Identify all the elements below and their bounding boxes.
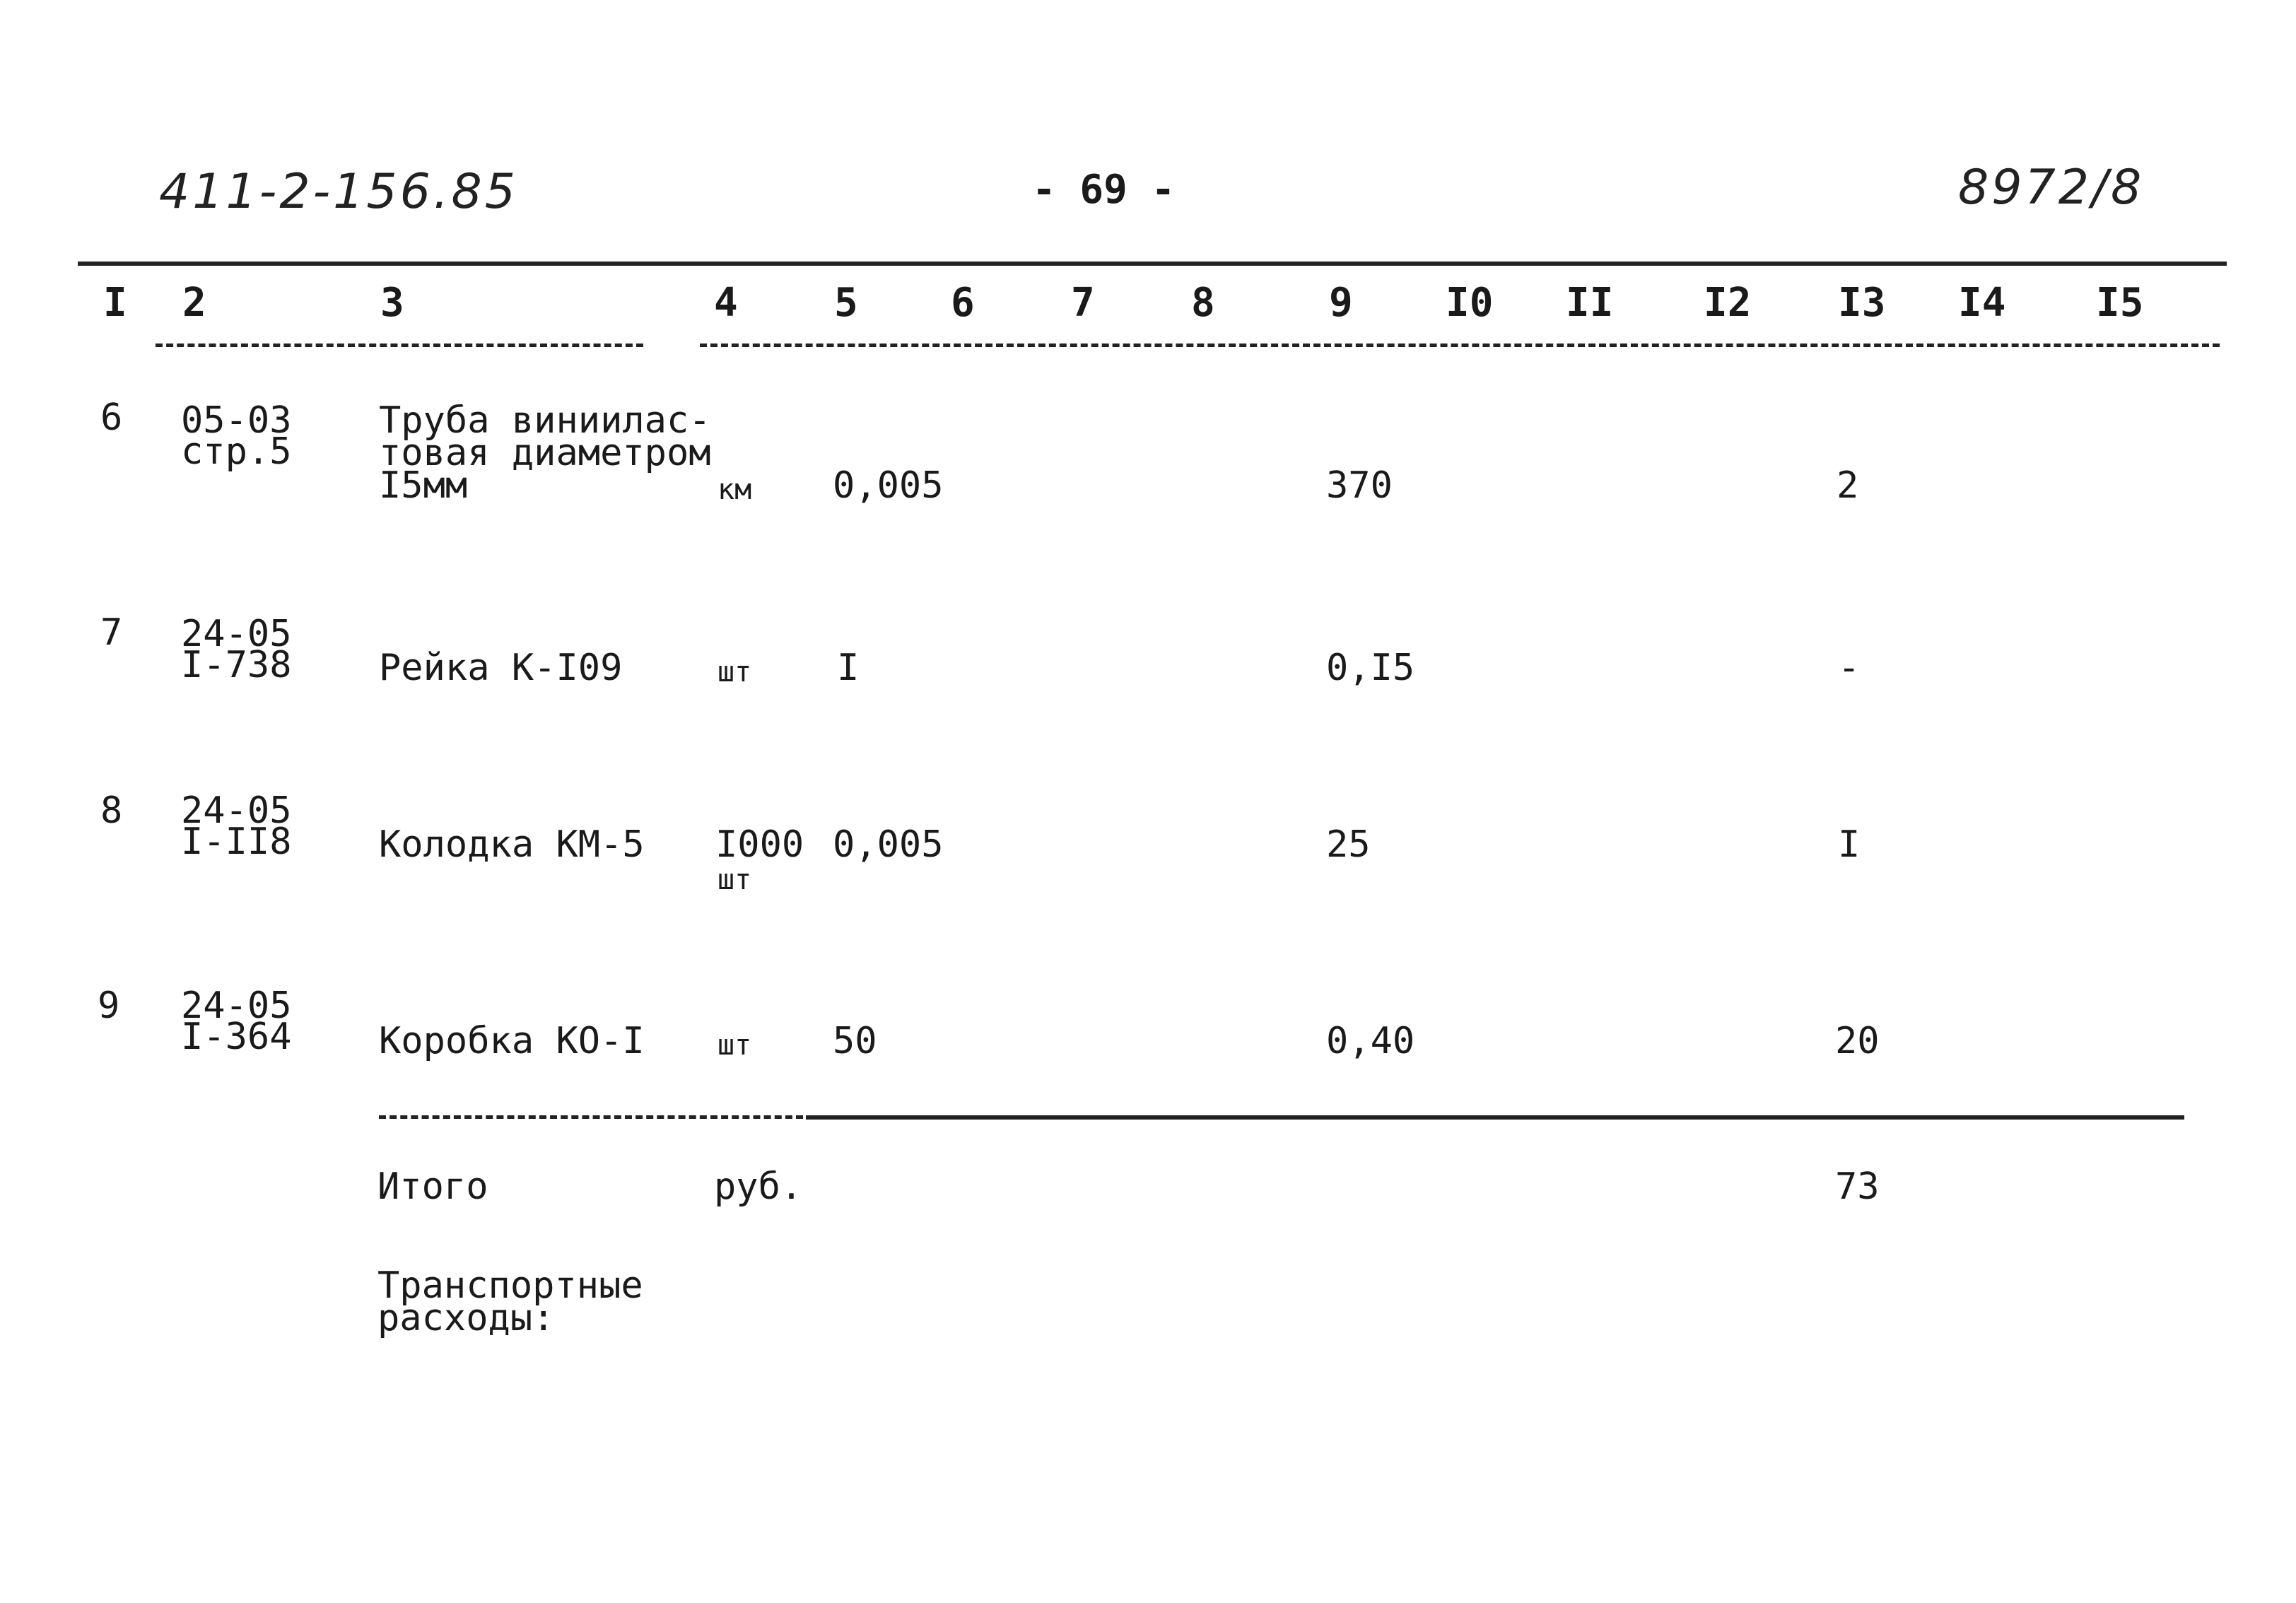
totals-rule-left bbox=[379, 1115, 803, 1119]
item-name: Рейка К-I09 bbox=[379, 647, 623, 689]
column-header: 2 bbox=[182, 280, 206, 326]
column-header: 3 bbox=[380, 280, 404, 326]
total-label: Итого bbox=[377, 1165, 488, 1208]
cost: 2 bbox=[1837, 464, 1859, 507]
quantity: 0,005 bbox=[833, 464, 944, 507]
norm-page: стр.5 bbox=[181, 430, 292, 473]
cost: I bbox=[1838, 823, 1861, 866]
transport-label-line2: расходы: bbox=[377, 1297, 555, 1339]
column-header: 9 bbox=[1329, 280, 1353, 326]
unit-price: 0,I5 bbox=[1326, 647, 1415, 689]
row-number: 9 bbox=[98, 985, 120, 1027]
norm-page: I-II8 bbox=[181, 821, 292, 863]
column-header: 5 bbox=[834, 280, 858, 326]
norm-code: 24-05 bbox=[181, 985, 292, 1027]
transport-label: Транспортные bbox=[377, 1264, 643, 1307]
norm-code: 05-03 bbox=[181, 399, 292, 442]
unit: I000 bbox=[715, 823, 804, 866]
column-header: I bbox=[103, 280, 127, 326]
column-header: I5 bbox=[2096, 280, 2144, 326]
unit-price: 370 bbox=[1326, 464, 1393, 507]
column-header: 4 bbox=[714, 280, 738, 326]
row-number: 6 bbox=[100, 397, 123, 439]
document-code: 411-2-156.85 bbox=[159, 164, 519, 220]
quantity: 0,005 bbox=[833, 823, 944, 866]
cost: - bbox=[1838, 647, 1861, 689]
row-number: 8 bbox=[100, 789, 123, 832]
column-header: I4 bbox=[1958, 280, 2006, 326]
row-number: 7 bbox=[100, 611, 123, 654]
column-header: I2 bbox=[1704, 280, 1752, 326]
totals-rule-right bbox=[806, 1115, 2184, 1120]
unit: шт bbox=[718, 1029, 752, 1062]
column-header: 8 bbox=[1191, 280, 1215, 326]
item-name: I5мм bbox=[379, 464, 468, 507]
total-value: 73 bbox=[1835, 1165, 1880, 1208]
header-rule-right bbox=[700, 344, 2220, 347]
norm-code: 24-05 bbox=[181, 789, 292, 832]
item-name: товая диаметром bbox=[379, 432, 711, 474]
unit: км bbox=[718, 474, 752, 506]
header-rule-left bbox=[156, 344, 643, 347]
unit-price: 25 bbox=[1326, 823, 1371, 866]
quantity: I bbox=[837, 647, 860, 689]
item-name: Коробка КО-I bbox=[379, 1020, 645, 1062]
cost: 20 bbox=[1835, 1020, 1880, 1062]
norm-page: I-738 bbox=[181, 644, 292, 686]
unit-line2: шт bbox=[718, 864, 752, 896]
column-header: I0 bbox=[1446, 280, 1494, 326]
item-name: Труба виниилас- bbox=[379, 399, 711, 442]
total-unit: руб. bbox=[714, 1165, 803, 1208]
page-number: - 69 - bbox=[1032, 167, 1176, 213]
column-header: I3 bbox=[1838, 280, 1886, 326]
norm-code: 24-05 bbox=[181, 613, 292, 655]
quantity: 50 bbox=[833, 1020, 877, 1062]
unit: шт bbox=[718, 656, 752, 688]
sheet-reference: 8972/8 bbox=[1958, 160, 2145, 216]
column-header: 6 bbox=[951, 280, 975, 326]
norm-page: I-364 bbox=[181, 1016, 292, 1058]
column-header: 7 bbox=[1071, 280, 1095, 326]
top-rule bbox=[78, 262, 2227, 266]
unit-price: 0,40 bbox=[1326, 1020, 1415, 1062]
column-header: II bbox=[1566, 280, 1614, 326]
item-name: Колодка КМ-5 bbox=[379, 823, 645, 866]
